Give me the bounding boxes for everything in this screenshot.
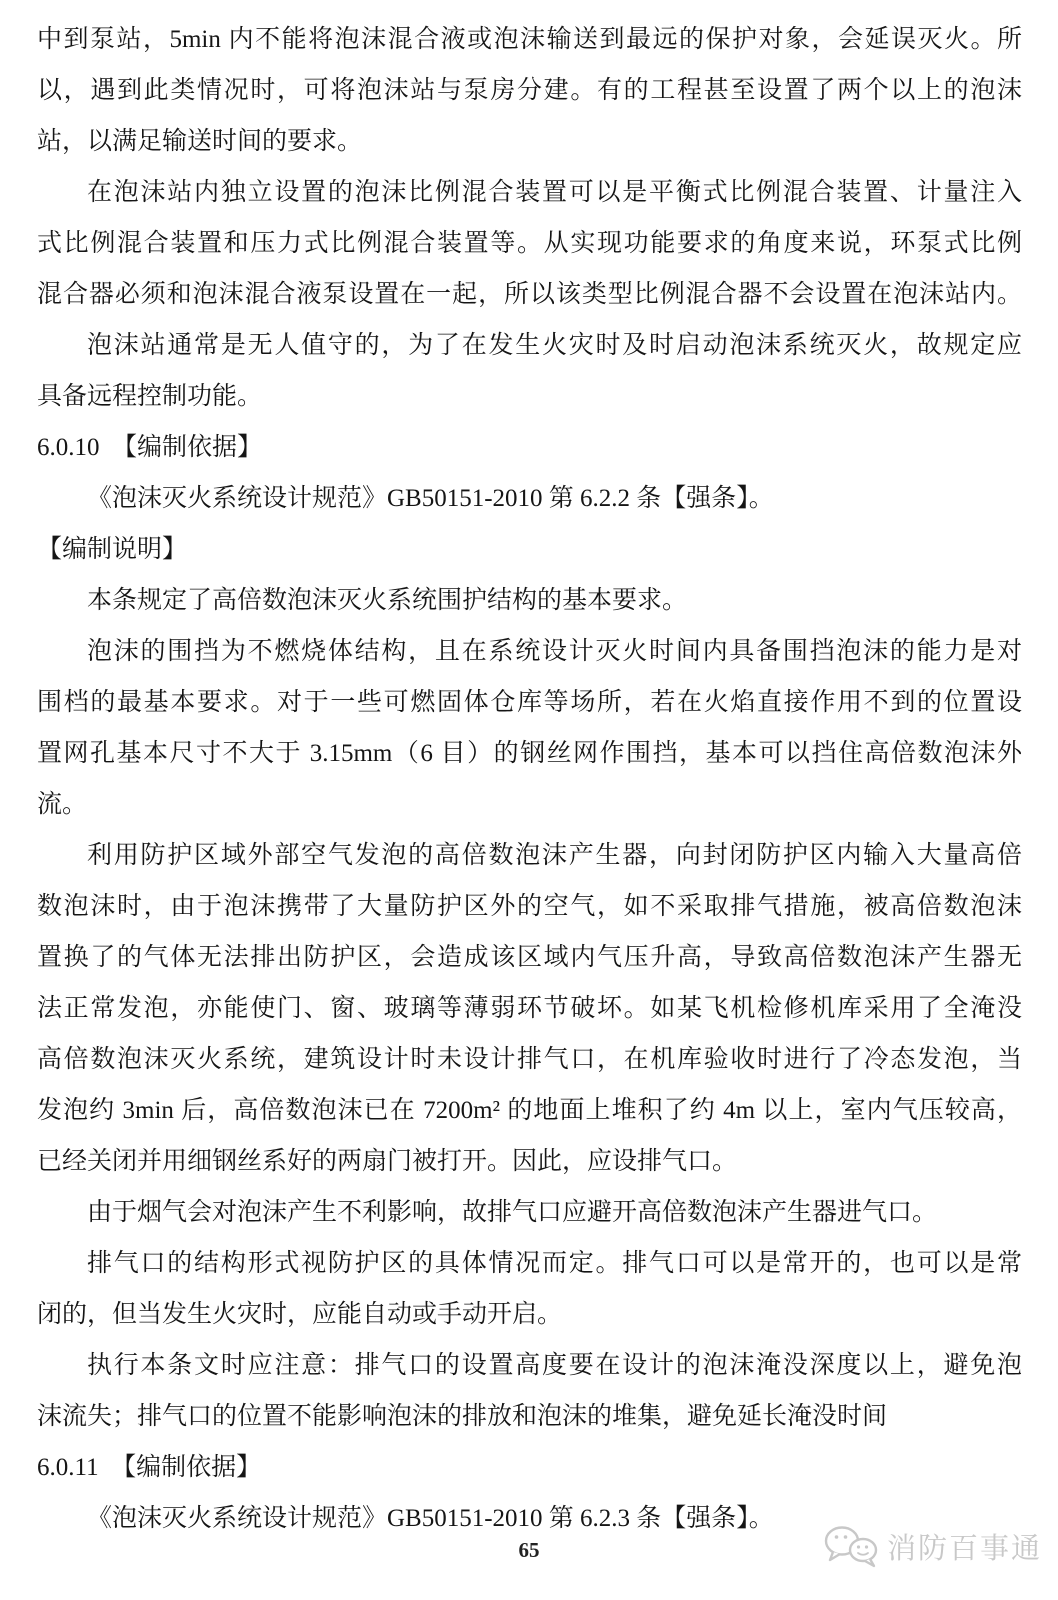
watermark-text: 消防百事通 <box>886 1532 1042 1565</box>
text-line: 闭的，但当发生火灾时，应能自动或手动开启。 <box>37 1301 563 1328</box>
text-line: 中到泵站，5min 内不能将泡沫混合液或泡沫输送到最远的保护对象，会延误灭火。所 <box>37 26 1022 53</box>
text-line: 泡沫站通常是无人值守的，为了在发生火灾时及时启动泡沫系统灭火，故规定应 <box>87 332 1022 359</box>
text-line: 围档的最基本要求。对于一些可燃固体仓库等场所，若在火焰直接作用不到的位置设 <box>37 689 1022 716</box>
text-line: 在泡沫站内独立设置的泡沫比例混合装置可以是平衡式比例混合装置、计量注入 <box>87 179 1022 206</box>
text-line: 已经关闭并用细钢丝系好的两扇门被打开。因此，应设排气口。 <box>37 1148 738 1175</box>
text-line: 以，遇到此类情况时，可将泡沫站与泵房分建。有的工程甚至设置了两个以上的泡沫 <box>37 77 1022 104</box>
text-line: 高倍数泡沫灭火系统，建筑设计时未设计排气口，在机库验收时进行了冷态发泡，当 <box>37 1046 1022 1073</box>
text-line: 混合器必须和泡沫混合液泵设置在一起，所以该类型比例混合器不会设置在泡沫站内。 <box>37 281 1022 308</box>
text-line: 泡沫的围挡为不燃烧体结构，且在系统设计灭火时间内具备围挡泡沫的能力是对 <box>87 638 1022 665</box>
text-line: 沫流失；排气口的位置不能影响泡沫的排放和泡沫的堆集，避免延长淹没时间 <box>37 1403 888 1430</box>
text-line: 6.0.10 【编制依据】 <box>37 434 263 461</box>
text-line: 法正常发泡，亦能使门、窗、玻璃等薄弱环节破坏。如某飞机检修机库采用了全淹没 <box>37 995 1022 1022</box>
text-line: 由于烟气会对泡沫产生不利影响，故排气口应避开高倍数泡沫产生器进气口。 <box>87 1199 938 1226</box>
text-line: 置换了的气体无法排出防护区，会造成该区域内气压升高，导致高倍数泡沫产生器无 <box>37 944 1022 971</box>
text-line: 流。 <box>37 791 88 818</box>
page-number: 65 <box>518 1538 540 1562</box>
text-line: 发泡约 3min 后，高倍数泡沫已在 7200m² 的地面上堆积了约 4m 以上，室内气压较高， <box>37 1097 1022 1124</box>
document-body <box>37 14 1022 1544</box>
text-line: 置网孔基本尺寸不大于 3.15mm（6 目）的钢丝网作围挡，基本可以挡住高倍数泡沫外 <box>37 740 1022 767</box>
text-line: 站，以满足输送时间的要求。 <box>37 128 363 155</box>
text-line: 数泡沫时，由于泡沫携带了大量防护区外的空气，如不采取排气措施，被高倍数泡沫 <box>37 893 1022 920</box>
chat-bubbles-icon <box>823 1522 879 1570</box>
text-line: 具备远程控制功能。 <box>37 383 263 410</box>
text-line: 【编制说明】 <box>37 536 188 563</box>
text-line: 排气口的结构形式视防护区的具体情况而定。排气口可以是常开的，也可以是常 <box>87 1250 1022 1277</box>
text-line: 本条规定了高倍数泡沫灭火系统围护结构的基本要求。 <box>87 587 688 614</box>
text-line: 6.0.11 【编制依据】 <box>37 1454 262 1481</box>
watermark <box>823 1522 1042 1570</box>
text-line: 利用防护区域外部空气发泡的高倍数泡沫产生器，向封闭防护区内输入大量高倍 <box>87 842 1022 869</box>
text-line: 《泡沫灭火系统设计规范》GB50151-2010 第 6.2.3 条【强条】。 <box>87 1505 774 1532</box>
text-line: 《泡沫灭火系统设计规范》GB50151-2010 第 6.2.2 条【强条】。 <box>87 485 774 512</box>
text-line: 执行本条文时应注意：排气口的设置高度要在设计的泡沫淹没深度以上，避免泡 <box>87 1352 1022 1379</box>
text-line: 式比例混合装置和压力式比例混合装置等。从实现功能要求的角度来说，环泵式比例 <box>37 230 1022 257</box>
